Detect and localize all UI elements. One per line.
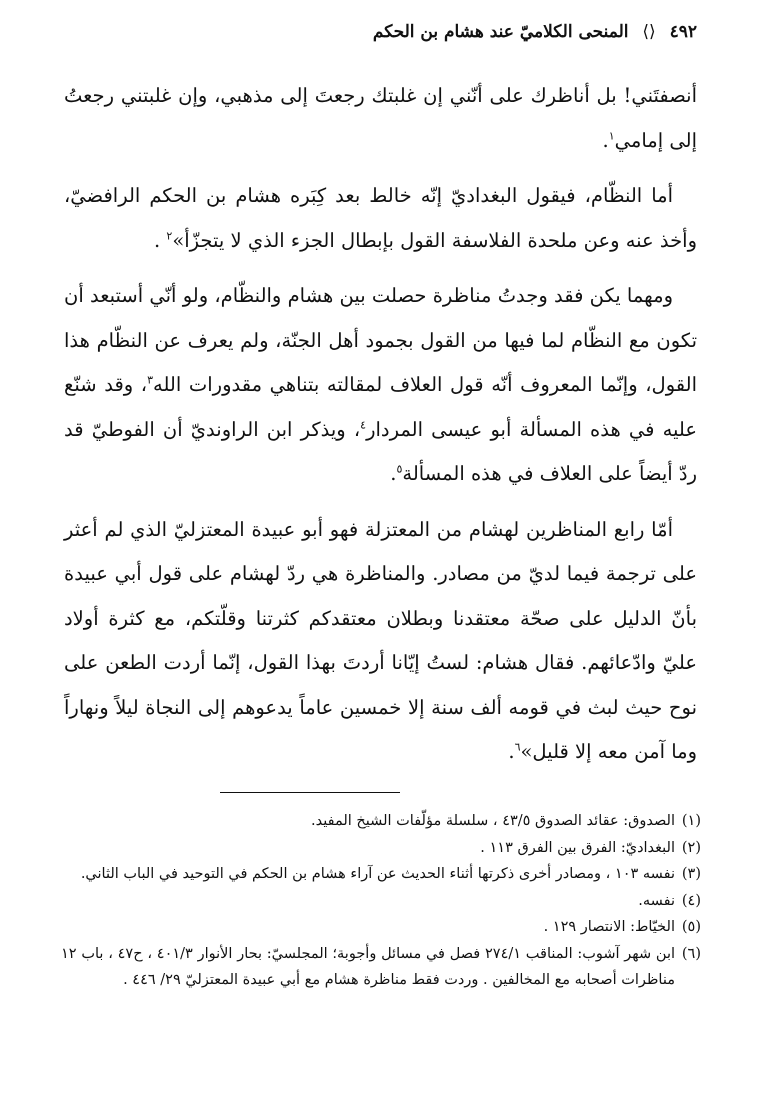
footnote xyxy=(61,914,701,941)
paragraph xyxy=(64,74,697,163)
page-number: ٤٩٢ xyxy=(669,22,697,42)
paragraph xyxy=(64,274,697,497)
paragraph-text: . xyxy=(602,128,609,152)
paragraph-text: ، ويذكر ابن الراونديّ أن الفوطيّ قد ردّ أيضاً على العلاف في هذه المسألة xyxy=(64,417,697,485)
paragraph-text: . xyxy=(508,740,515,763)
footnote-marker[interactable]: ١ xyxy=(608,129,615,142)
footnote-text: نفسه. xyxy=(638,892,675,909)
footnote xyxy=(61,861,701,888)
footnote-text: الخيّاط: الانتصار ١٢٩ . xyxy=(543,919,675,935)
header-ornament: ⟨⟩ xyxy=(642,22,656,42)
footnote-text: البغداديّ: الفرق بين الفرق ١١٣ . xyxy=(480,839,675,856)
paragraph-text: ومهما يكن فقد وجدتُ مناظرة حصلت بين هشام والنظّام، ولو أنّي أستبعد أن تكون مع النظّام لما فيها من القول بجمود أهل الجنّة، ولم يعرف عن النظّام هذا القول، وإنّما المعروف أنّه قول العلاف لمقالته بتناهي مقدورات الله xyxy=(64,284,697,396)
footnote-marker[interactable]: ٥ xyxy=(396,462,403,476)
footnote-marker[interactable]: ٤ xyxy=(360,418,367,431)
footnote xyxy=(61,835,701,862)
running-header xyxy=(66,22,697,48)
footnotes xyxy=(61,808,701,994)
footnote-marker[interactable]: ٢ xyxy=(166,229,173,242)
paragraph-text: أنصفتَني! بل أناظرك على أنّني إن غلبتك رجعتَ إلى مذهبي، وإن غلبتني رجعتُ إلى إمامي xyxy=(64,84,697,152)
paragraph xyxy=(64,174,697,263)
main-text xyxy=(64,74,697,786)
footnote-number: (٣) xyxy=(681,866,701,882)
paragraph-text: أما النظّام، فيقول البغداديّ إنّه خالط بعد كِبَره هشام بن الحكم الرافضيّ، وأخذ عنه وعن ملحدة الفلاسفة القول بإبطال الجزء الذي لا يتجزّأ» xyxy=(64,184,697,252)
footnote-number: (١) xyxy=(681,813,701,829)
paragraph-text: ، وقد شنّع عليه في هذه المسألة أبو عيسى المردار xyxy=(64,373,698,441)
paragraph-text: . xyxy=(390,462,397,485)
footnote xyxy=(61,941,701,994)
footnote xyxy=(61,808,701,835)
footnote-number: (٢) xyxy=(681,839,701,856)
footnote-text: نفسه ١٠٣ ، ومصادر أخرى ذكرتها أثناء الحديث عن آراء هشام بن الحكم في التوحيد في الباب الثاني. xyxy=(80,866,675,882)
footnote-text: ابن شهر آشوب: المناقب ٢٧٤/١ فصل في مسائل وأجوبة؛ المجلسيّ: بحار الأنوار ٤٠١/٣ ، ح٤٧ ، باب ١٢ مناظرات أصحابه مع المخالفين . وردت فقط مناظرة هشام مع أبي عبيدة المعتزليّ ٢٩/ ٤٤٦ . xyxy=(61,945,676,988)
footnote-number: (٤) xyxy=(681,892,701,909)
footnote-separator xyxy=(220,792,400,793)
running-title: المنحى الكلاميّ عند هشام بن الحكم xyxy=(372,22,629,42)
footnote xyxy=(61,888,701,915)
paragraph-text: . xyxy=(154,228,167,252)
footnote-marker[interactable]: ٣ xyxy=(147,373,154,387)
footnote-marker[interactable]: ٦ xyxy=(514,740,521,754)
footnote-number: (٦) xyxy=(681,945,701,962)
footnote-text: الصدوق: عقائد الصدوق ٤٣/٥ ، سلسلة مؤلّفات الشيخ المفيد. xyxy=(311,813,675,829)
footnote-number: (٥) xyxy=(681,919,701,935)
paragraph xyxy=(64,508,697,775)
paragraph-text: أمّا رابع المناظرين لهشام من المعتزلة فهو أبو عبيدة المعتزليّ الذي لم أعثر على ترجمة فيما لديّ من مصادر. والمناظرة هي ردّ لهشام على قول أبي عبيدة بأنّ الدليل على صحّة معتقدنا وبطلان معتقدكم كثرتنا وقلّتكم، مع كثرة أولاد عليّ وادّعائهم. فقال هشام: لستُ إيّانا أردتَ بهذا القول، إنّما أردت الطعن على نوح حيث لبث في قومه ألف سنة إلا خمسين عاماً يدعوهم إلى النجاة ليلاً ونهاراً وما آمن معه إلا قليل» xyxy=(64,517,697,763)
